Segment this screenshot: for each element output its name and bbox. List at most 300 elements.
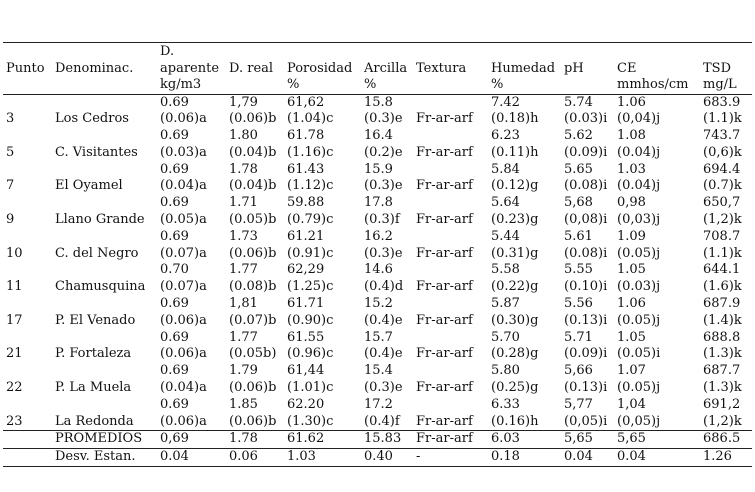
- promedios-row-value: 61.62: [284, 431, 361, 449]
- promedios-row-value: 1.78: [226, 431, 284, 449]
- spacer: [55, 397, 157, 414]
- deviation-value: (0.3)f: [364, 212, 400, 228]
- mean-value: 5.74: [564, 94, 593, 110]
- mean-value: 6.33: [491, 396, 520, 412]
- mean-value: 61.55: [287, 329, 325, 345]
- value-cell-densidad-real: [226, 330, 284, 364]
- spacer: [6, 229, 52, 246]
- spacer: [6, 262, 52, 279]
- spacer: [55, 95, 157, 112]
- column-header-line: Denominac.: [55, 60, 134, 76]
- mean-value: 61,44: [287, 363, 325, 379]
- value-cell-textura: [413, 229, 488, 263]
- deviation-value: (0.16)h: [491, 413, 539, 429]
- value-cell-humedad: [488, 162, 561, 196]
- desviacion-row-value: 0.04: [614, 449, 700, 467]
- value-cell-ce: [614, 229, 700, 263]
- deviation-value: (0.08)i: [564, 178, 608, 194]
- punto-value: 7: [6, 178, 15, 194]
- column-header-line: CE: [617, 60, 637, 76]
- spacer: [6, 363, 52, 380]
- deviation-value: (0.23)g: [491, 212, 539, 228]
- mean-value: 1.78: [229, 161, 258, 177]
- column-header-humedad: [488, 43, 561, 95]
- deviation-value: (0,03)j: [617, 212, 661, 228]
- punto-value: 11: [6, 279, 23, 295]
- spacer: [55, 162, 157, 179]
- value-cell-textura: [413, 94, 488, 128]
- mean-value: 1.85: [229, 396, 258, 412]
- mean-value: 0.69: [160, 228, 189, 244]
- deviation-value: (0.25)g: [491, 380, 539, 396]
- deviation-value: (0.06)a: [160, 312, 207, 328]
- value-cell-ce: [614, 162, 700, 196]
- mean-value: [416, 229, 488, 246]
- mean-value: 1.05: [617, 262, 646, 278]
- punto-value: 9: [6, 212, 15, 228]
- deviation-value: (0.04)b: [229, 144, 277, 160]
- column-header-line: Punto: [6, 60, 45, 76]
- mean-value: 5.65: [564, 161, 593, 177]
- mean-value: [416, 262, 488, 279]
- column-header-line: TSD: [703, 60, 731, 76]
- promedios-row-value: 15.83: [361, 431, 413, 449]
- mean-value: 650,7: [703, 195, 741, 211]
- value-cell-humedad: [488, 330, 561, 364]
- mean-value: 1.73: [229, 228, 258, 244]
- value-cell-porosidad: [284, 128, 361, 162]
- value-cell-tsd: [700, 128, 752, 162]
- mean-value: [416, 296, 488, 313]
- table-body: [3, 94, 752, 467]
- deviation-value: (0.4)e: [364, 346, 403, 362]
- mean-value: 14.6: [364, 262, 393, 278]
- mean-value: 1.79: [229, 363, 258, 379]
- deviation-value: (0.30)g: [491, 312, 539, 328]
- deviation-value: (0.04)b: [229, 178, 277, 194]
- value-cell-porosidad: [284, 162, 361, 196]
- deviation-value: (1.04)c: [287, 111, 334, 127]
- column-header-line: mmhos/cm: [617, 77, 689, 92]
- value-cell-densidad-real: [226, 229, 284, 263]
- column-header-tsd: [700, 43, 752, 95]
- column-header-densidad-real: [226, 43, 284, 95]
- mean-value: 0,98: [617, 195, 646, 211]
- mean-value: 5,77: [564, 396, 593, 412]
- deviation-value: Fr-ar-arf: [416, 144, 473, 160]
- punto-value: 3: [6, 111, 15, 127]
- value-cell-arcilla: [361, 363, 413, 397]
- spacer: [55, 262, 157, 279]
- deviation-value: (0.4)f: [364, 413, 400, 429]
- mean-value: 5.62: [564, 128, 593, 144]
- value-cell-porosidad: [284, 195, 361, 229]
- value-cell-densidad-aparente: [157, 262, 226, 296]
- soil-properties-table: [3, 42, 752, 467]
- deviation-value: (0.04)j: [617, 178, 661, 194]
- deviation-value: (0.04)a: [160, 380, 207, 396]
- value-cell-densidad-aparente: [157, 330, 226, 364]
- value-cell-ph: [561, 330, 614, 364]
- column-header-line: kg/m3: [160, 77, 202, 92]
- column-header-line: pH: [564, 60, 584, 76]
- deviation-value: (0.13)i: [564, 312, 608, 328]
- deviation-value: (0.06)b: [229, 380, 277, 396]
- deviation-value: (0,04)j: [617, 111, 661, 127]
- value-cell-densidad-aparente: [157, 229, 226, 263]
- mean-value: 1,79: [229, 94, 258, 110]
- table-row: [3, 296, 752, 330]
- deviation-value: Fr-ar-arf: [416, 279, 473, 295]
- deviation-value: (0.09)i: [564, 346, 608, 362]
- promedios-row-value: 0,69: [157, 431, 226, 449]
- mean-value: 0.69: [160, 296, 189, 312]
- value-cell-ph: [561, 195, 614, 229]
- mean-value: 5,66: [564, 363, 593, 379]
- value-cell-textura: [413, 262, 488, 296]
- value-cell-ph: [561, 229, 614, 263]
- punto-value: 17: [6, 312, 23, 328]
- deviation-value: (0.91)c: [287, 245, 334, 261]
- mean-value: [416, 363, 488, 380]
- mean-value: 1.03: [617, 161, 646, 177]
- mean-value: 1.06: [617, 94, 646, 110]
- value-cell-arcilla: [361, 397, 413, 431]
- value-cell-humedad: [488, 363, 561, 397]
- value-cell-densidad-aparente: [157, 296, 226, 330]
- table-row: [3, 128, 752, 162]
- spacer: [6, 397, 52, 414]
- deviation-value: (1,2)k: [703, 212, 742, 228]
- mean-value: 61,62: [287, 94, 325, 110]
- mean-value: 687.7: [703, 363, 741, 379]
- mean-value: 0.69: [160, 161, 189, 177]
- deviation-value: (0.08)i: [564, 245, 608, 261]
- value-cell-ce: [614, 195, 700, 229]
- denominacion-value: P. La Muela: [55, 380, 132, 396]
- table-row: [3, 94, 752, 128]
- mean-value: [416, 330, 488, 347]
- mean-value: [416, 397, 488, 414]
- deviation-value: (0.12)g: [491, 178, 539, 194]
- deviation-value: (0.18)h: [491, 111, 539, 127]
- denominacion-value: P. Fortaleza: [55, 346, 132, 362]
- mean-value: 688.8: [703, 329, 741, 345]
- table-header: [3, 43, 752, 95]
- table-row: [3, 363, 752, 397]
- value-cell-arcilla: [361, 128, 413, 162]
- column-header-line: %: [491, 77, 504, 92]
- mean-value: 5.61: [564, 228, 593, 244]
- deviation-value: Fr-ar-arf: [416, 380, 473, 396]
- value-cell-ph: [561, 363, 614, 397]
- column-header-line: aparente: [160, 60, 220, 76]
- table-row: [3, 397, 752, 431]
- value-cell-ph: [561, 296, 614, 330]
- value-cell-humedad: [488, 128, 561, 162]
- value-cell-humedad: [488, 94, 561, 128]
- value-cell-densidad-real: [226, 94, 284, 128]
- mean-value: 5.87: [491, 296, 520, 312]
- column-header-porosidad: [284, 43, 361, 95]
- deviation-value: (0.31)g: [491, 245, 539, 261]
- value-cell-ce: [614, 94, 700, 128]
- value-cell-humedad: [488, 195, 561, 229]
- promedios-row-value: 5,65: [561, 431, 614, 449]
- value-cell-tsd: [700, 229, 752, 263]
- promedios-row: [3, 431, 752, 449]
- column-header-line: Textura: [416, 60, 467, 76]
- mean-value: 61.21: [287, 228, 325, 244]
- punto-cell: [3, 397, 52, 431]
- value-cell-densidad-aparente: [157, 195, 226, 229]
- punto-cell: [3, 229, 52, 263]
- deviation-value: (0.7)k: [703, 178, 742, 194]
- column-header-textura: [413, 43, 488, 95]
- mean-value: 15.9: [364, 161, 393, 177]
- deviation-value: (0.05)b: [229, 212, 277, 228]
- column-header-line: Arcilla: [364, 60, 408, 76]
- deviation-value: (0.3)e: [364, 178, 403, 194]
- desviacion-row-value: 1.26: [700, 449, 752, 467]
- punto-cell: [3, 162, 52, 196]
- punto-value: 5: [6, 144, 15, 160]
- promedios-row-value: 6.03: [488, 431, 561, 449]
- deviation-value: (0.05)i: [617, 346, 661, 362]
- column-header-ph: [561, 43, 614, 95]
- deviation-value: (1.12)c: [287, 178, 334, 194]
- value-cell-ce: [614, 128, 700, 162]
- deviation-value: (0.2)e: [364, 144, 403, 160]
- mean-value: 15.8: [364, 94, 393, 110]
- mean-value: 0.70: [160, 262, 189, 278]
- denominacion-cell: [52, 262, 157, 296]
- value-cell-tsd: [700, 94, 752, 128]
- denominacion-value: P. El Venado: [55, 312, 136, 328]
- column-header-line: D. real: [229, 60, 274, 76]
- column-header-ce: [614, 43, 700, 95]
- mean-value: 0.69: [160, 329, 189, 345]
- mean-value: 59.88: [287, 195, 325, 211]
- promedios-row-value: 5,65: [614, 431, 700, 449]
- mean-value: 0.69: [160, 128, 189, 144]
- value-cell-humedad: [488, 397, 561, 431]
- mean-value: [416, 162, 488, 179]
- deviation-value: (0.05b): [229, 346, 277, 362]
- promedios-row-value: Fr-ar-arf: [413, 431, 488, 449]
- spacer: [6, 128, 52, 145]
- deviation-value: (0.06)a: [160, 413, 207, 429]
- deviation-value: (0.3)e: [364, 111, 403, 127]
- spacer: [55, 229, 157, 246]
- mean-value: 17.8: [364, 195, 393, 211]
- column-header-line: %: [287, 77, 300, 92]
- desviacion-row-value: 0.18: [488, 449, 561, 467]
- deviation-value: Fr-ar-arf: [416, 212, 473, 228]
- deviation-value: (0,6)k: [703, 144, 742, 160]
- deviation-value: (0.4)d: [364, 279, 404, 295]
- denominacion-cell: [52, 94, 157, 128]
- mean-value: 1,81: [229, 296, 258, 312]
- mean-value: [416, 195, 488, 212]
- value-cell-densidad-real: [226, 397, 284, 431]
- deviation-value: (0.03)i: [564, 111, 608, 127]
- value-cell-tsd: [700, 296, 752, 330]
- mean-value: 62.20: [287, 396, 325, 412]
- value-cell-textura: [413, 128, 488, 162]
- mean-value: 644.1: [703, 262, 741, 278]
- deviation-value: (0.03)a: [160, 144, 207, 160]
- mean-value: 5.44: [491, 228, 520, 244]
- value-cell-arcilla: [361, 330, 413, 364]
- mean-value: 0.69: [160, 396, 189, 412]
- value-cell-porosidad: [284, 94, 361, 128]
- spacer: [6, 195, 52, 212]
- mean-value: 16.4: [364, 128, 393, 144]
- denominacion-cell: [52, 363, 157, 397]
- deviation-value: (1.1)k: [703, 111, 742, 127]
- table-row: [3, 162, 752, 196]
- value-cell-arcilla: [361, 94, 413, 128]
- mean-value: 15.2: [364, 296, 393, 312]
- deviation-value: (0.90)c: [287, 312, 334, 328]
- value-cell-arcilla: [361, 229, 413, 263]
- deviation-value: (1.1)k: [703, 245, 742, 261]
- deviation-value: (0.03)j: [617, 279, 661, 295]
- punto-cell: [3, 330, 52, 364]
- denominacion-cell: [52, 195, 157, 229]
- value-cell-arcilla: [361, 162, 413, 196]
- mean-value: 687.9: [703, 296, 741, 312]
- deviation-value: Fr-ar-arf: [416, 111, 473, 127]
- denominacion-value: El Oyamel: [55, 178, 123, 194]
- denominacion-cell: [52, 128, 157, 162]
- deviation-value: (0.96)c: [287, 346, 334, 362]
- value-cell-densidad-aparente: [157, 128, 226, 162]
- value-cell-porosidad: [284, 397, 361, 431]
- value-cell-textura: [413, 195, 488, 229]
- deviation-value: (0.22)g: [491, 279, 539, 295]
- value-cell-arcilla: [361, 262, 413, 296]
- spacer: [55, 363, 157, 380]
- deviation-value: (0.3)e: [364, 380, 403, 396]
- mean-value: 5.70: [491, 329, 520, 345]
- deviation-value: (0.06)b: [229, 245, 277, 261]
- deviation-value: (0,05)j: [617, 413, 661, 429]
- value-cell-porosidad: [284, 330, 361, 364]
- mean-value: 691,2: [703, 396, 741, 412]
- value-cell-porosidad: [284, 262, 361, 296]
- deviation-value: (0.28)g: [491, 346, 539, 362]
- deviation-value: (0.04)j: [617, 144, 661, 160]
- value-cell-densidad-real: [226, 128, 284, 162]
- deviation-value: (1.6)k: [703, 279, 742, 295]
- deviation-value: (0.3)e: [364, 245, 403, 261]
- mean-value: 5.84: [491, 161, 520, 177]
- column-header-line: Humedad: [491, 60, 556, 76]
- deviation-value: (1.4)k: [703, 312, 742, 328]
- punto-cell: [3, 296, 52, 330]
- mean-value: 708.7: [703, 228, 741, 244]
- spacer: [6, 296, 52, 313]
- denominacion-cell: [52, 162, 157, 196]
- deviation-value: (0.06)a: [160, 111, 207, 127]
- denominacion-cell: [52, 229, 157, 263]
- mean-value: [416, 95, 488, 112]
- desviacion-row-value: 0.04: [157, 449, 226, 467]
- table-row: [3, 330, 752, 364]
- desviacion-row-value: 0.40: [361, 449, 413, 467]
- value-cell-arcilla: [361, 195, 413, 229]
- deviation-value: (1.3)k: [703, 380, 742, 396]
- column-header-arcilla: [361, 43, 413, 95]
- deviation-value: (0.05)j: [617, 312, 661, 328]
- promedios-row-value: 686.5: [700, 431, 752, 449]
- mean-value: 1,04: [617, 396, 646, 412]
- header-row: [3, 43, 752, 95]
- mean-value: 62,29: [287, 262, 325, 278]
- value-cell-tsd: [700, 363, 752, 397]
- value-cell-densidad-real: [226, 162, 284, 196]
- mean-value: 0.69: [160, 363, 189, 379]
- deviation-value: Fr-ar-arf: [416, 413, 473, 429]
- deviation-value: (0.05)j: [617, 380, 661, 396]
- value-cell-ph: [561, 397, 614, 431]
- value-cell-tsd: [700, 330, 752, 364]
- spacer: [6, 95, 52, 112]
- deviation-value: (0.07)a: [160, 279, 207, 295]
- desviacion-row-value: -: [413, 449, 488, 467]
- deviation-value: Fr-ar-arf: [416, 245, 473, 261]
- value-cell-ce: [614, 296, 700, 330]
- deviation-value: (0,05)i: [564, 413, 608, 429]
- deviation-value: Fr-ar-arf: [416, 346, 473, 362]
- value-cell-densidad-real: [226, 195, 284, 229]
- deviation-value: (1.25)c: [287, 279, 334, 295]
- deviation-value: (1.16)c: [287, 144, 334, 160]
- denominacion-cell: [52, 397, 157, 431]
- deviation-value: (0.13)i: [564, 380, 608, 396]
- mean-value: 0.69: [160, 94, 189, 110]
- deviation-value: (0.10)i: [564, 279, 608, 295]
- punto-cell: [3, 195, 52, 229]
- deviation-value: (0.05)a: [160, 212, 207, 228]
- mean-value: 6.23: [491, 128, 520, 144]
- table-row: [3, 262, 752, 296]
- value-cell-densidad-aparente: [157, 162, 226, 196]
- deviation-value: (0.4)e: [364, 312, 403, 328]
- deviation-value: (0.07)a: [160, 245, 207, 261]
- punto-cell: [3, 363, 52, 397]
- deviation-value: (0.06)b: [229, 111, 277, 127]
- denominacion-cell: [52, 330, 157, 364]
- spacer: [55, 296, 157, 313]
- desviacion-row-value: 1.03: [284, 449, 361, 467]
- denominacion-value: Los Cedros: [55, 111, 129, 127]
- deviation-value: Fr-ar-arf: [416, 312, 473, 328]
- mean-value: 1.77: [229, 329, 258, 345]
- mean-value: 61.78: [287, 128, 325, 144]
- mean-value: 1.77: [229, 262, 258, 278]
- value-cell-porosidad: [284, 363, 361, 397]
- denominacion-value: Llano Grande: [55, 212, 145, 228]
- deviation-value: (0.07)b: [229, 312, 277, 328]
- spacer: [55, 195, 157, 212]
- mean-value: 0.69: [160, 195, 189, 211]
- deviation-value: (1.30)c: [287, 413, 334, 429]
- mean-value: 1.05: [617, 329, 646, 345]
- deviation-value: (0.11)h: [491, 144, 539, 160]
